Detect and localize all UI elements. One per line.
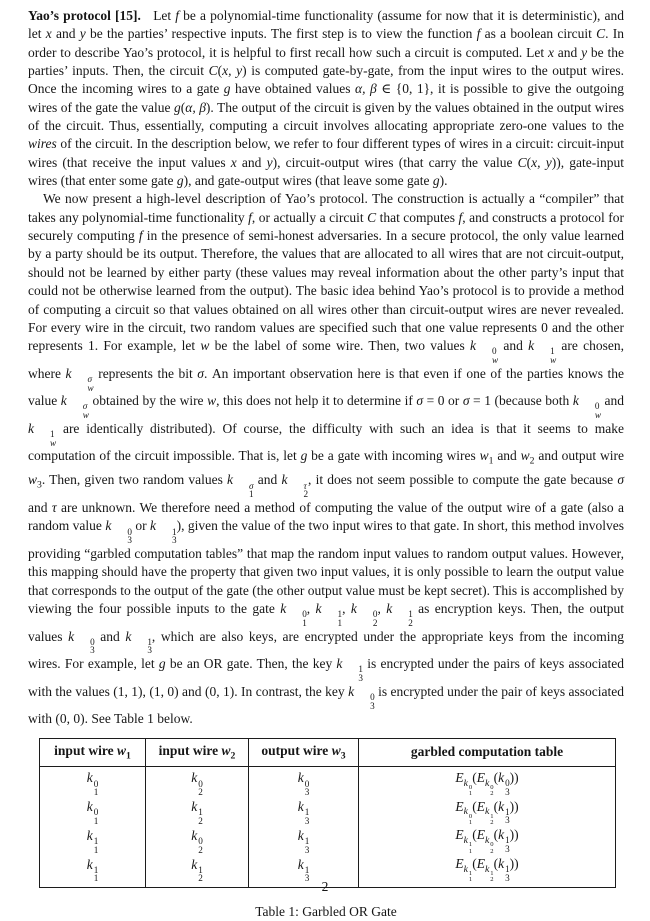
table-cell: k 1 1	[40, 855, 146, 887]
table-cell: k 0 1	[40, 766, 146, 797]
table-row	[40, 798, 616, 827]
header-input-wire-w2: input wire $w_2$	[146, 738, 249, 766]
table-cell: $E_{k 0 1}$ ($E_{k 1 2}$ (k 1 3 ))	[359, 798, 616, 827]
table-cell: k 1 3	[249, 855, 359, 887]
table-row	[40, 826, 616, 855]
paragraph-yao-protocol-intro: Yao’s protocol [15]. Let f be a polynomial-time functionality (assume for now that it is deterministic), and let x and y be the parties’ respective inputs. The first step is to view the function f as a boolean circuit C. In order to describe Yao’s protocol, it is helpful to first recall how such a circuit is computed. Let x and y be the parties’ inputs. Then, the circuit C(x, y) is computed gate-by-gate, from the input wires to the output wires. Once the incoming wires to a gate g have obtained values α, β ∈ {0, 1}, it is possible to give the outgoing wires of the gate the value g(α, β). The output of the circuit is given by the values obtained in the output wires of the circuit. Thus, essentially, computing a circuit involves allocating appropriate zero-one values to the wires of the circuit. In the description below, we refer to four different types of wires in a circuit: circuit-input wires (that receive the input values x and y), circuit-output wires (that carry the value C(x, y)), gate-input wires (that enter some gate g), and gate-output wires (that leave some gate g).	[28, 8, 625, 189]
header-output-wire-w3: output wire $w_3$	[249, 738, 359, 766]
table-row	[40, 766, 616, 797]
table-caption: Table 1: Garbled OR Gate	[255, 903, 397, 919]
table-cell: k 0 2	[146, 766, 249, 797]
table-cell: k 0 3	[249, 766, 359, 797]
header-garbled-computation-table: garbled computation table	[359, 738, 616, 766]
table-cell: k 1 1	[40, 826, 146, 855]
table-cell: k 1 2	[146, 855, 249, 887]
table-cell: k 0 2	[146, 826, 249, 855]
header-input-wire-w1: input wire $w_1$	[40, 738, 146, 766]
garbled-or-gate-table	[39, 738, 616, 888]
table-cell: k 1 2	[146, 798, 249, 827]
paragraph-yao-protocol-description: We now present a high-level description of Yao’s protocol. The construction is actually a “compiler” that takes any polynomial-time functionality f, or actually a circuit C that computes f, and constructs a protocol for securely computing f in the presence of semi-honest adversaries. In a secure protocol, the only value learned by a party should be its output. Therefore, the values that are allocated to all wires that are not circuit-output, should not be learned by either party (these values may reveal information about the other party’s input that could not be otherwise learned from the output). The basic idea behind Yao’s protocol is to provide a method of computing a circuit so that values obtained on all wires other than circuit-output wires are never revealed. For every wire in the circuit, two random values are specified such that one value represents 0 and the other represents 1. For example, let w be the label of some wire. Then, two values k 0 w and k 1 w are chosen, where k σ w represents the bit σ. An important observation here is that even if one of the parties knows the value k σ w obtained by the wire w, this does not help it to determine if σ = 0 or σ = 1 (because both k 0 w and k 1 w are identically distributed). Of course, the difficulty with such an idea is that it seems to make computation of the circuit impossible. That is, let g be a gate with incoming wires $w_1$ and $w_2$ and output wire $w_3$. Then, given two random values k σ 1 and k τ 2 , it does not seem possible to compute the gate because σ and τ are unknown. We therefore need a method of computing the value of the output wire of a gate (also a random value k 0 3 or k 1 3 ), given the value of the two input wires to that gate. In short, this method involves providing “garbled computation tables” that map the random input values to random output values. However, this mapping should have the property that given two input values, it is only possible to learn the output value that corresponds to the output of the gate (the other output value must be kept secret). This is accomplished by viewing the four possible inputs to the gate k 0 1 , k 1 1 , k 0 2 , k 1 2 as encryption keys. Then, the output values k 0 3 and k 1 3 , which are also keys, are encrypted under the appropriate keys from the incoming wires. For example, let g be an OR gate. Then, the key k 1 3 is encrypted under the pairs of keys associated with the values (1, 1), (1, 0) and (0, 1). In contrast, the key k 0 3 is encrypted under the pair of keys associated with (0, 0). See Table 1 below.	[28, 191, 625, 727]
table-cell: k 1 3	[249, 826, 359, 855]
table-cell: $E_{k 1 1}$ ($E_{k 0 2}$ (k 1 3 ))	[359, 826, 616, 855]
page-body	[28, 7, 624, 921]
table-cell: $E_{k 1 1}$ ($E_{k 1 2}$ (k 1 3 ))	[359, 855, 616, 887]
page-number: 2	[321, 879, 329, 894]
table-cell: $E_{k 0 1}$ ($E_{k 0 2}$ (k 0 3 ))	[359, 766, 616, 797]
table-cell: k 1 3	[249, 798, 359, 827]
table-cell: k 0 1	[40, 798, 146, 827]
table-header-row	[40, 738, 616, 766]
